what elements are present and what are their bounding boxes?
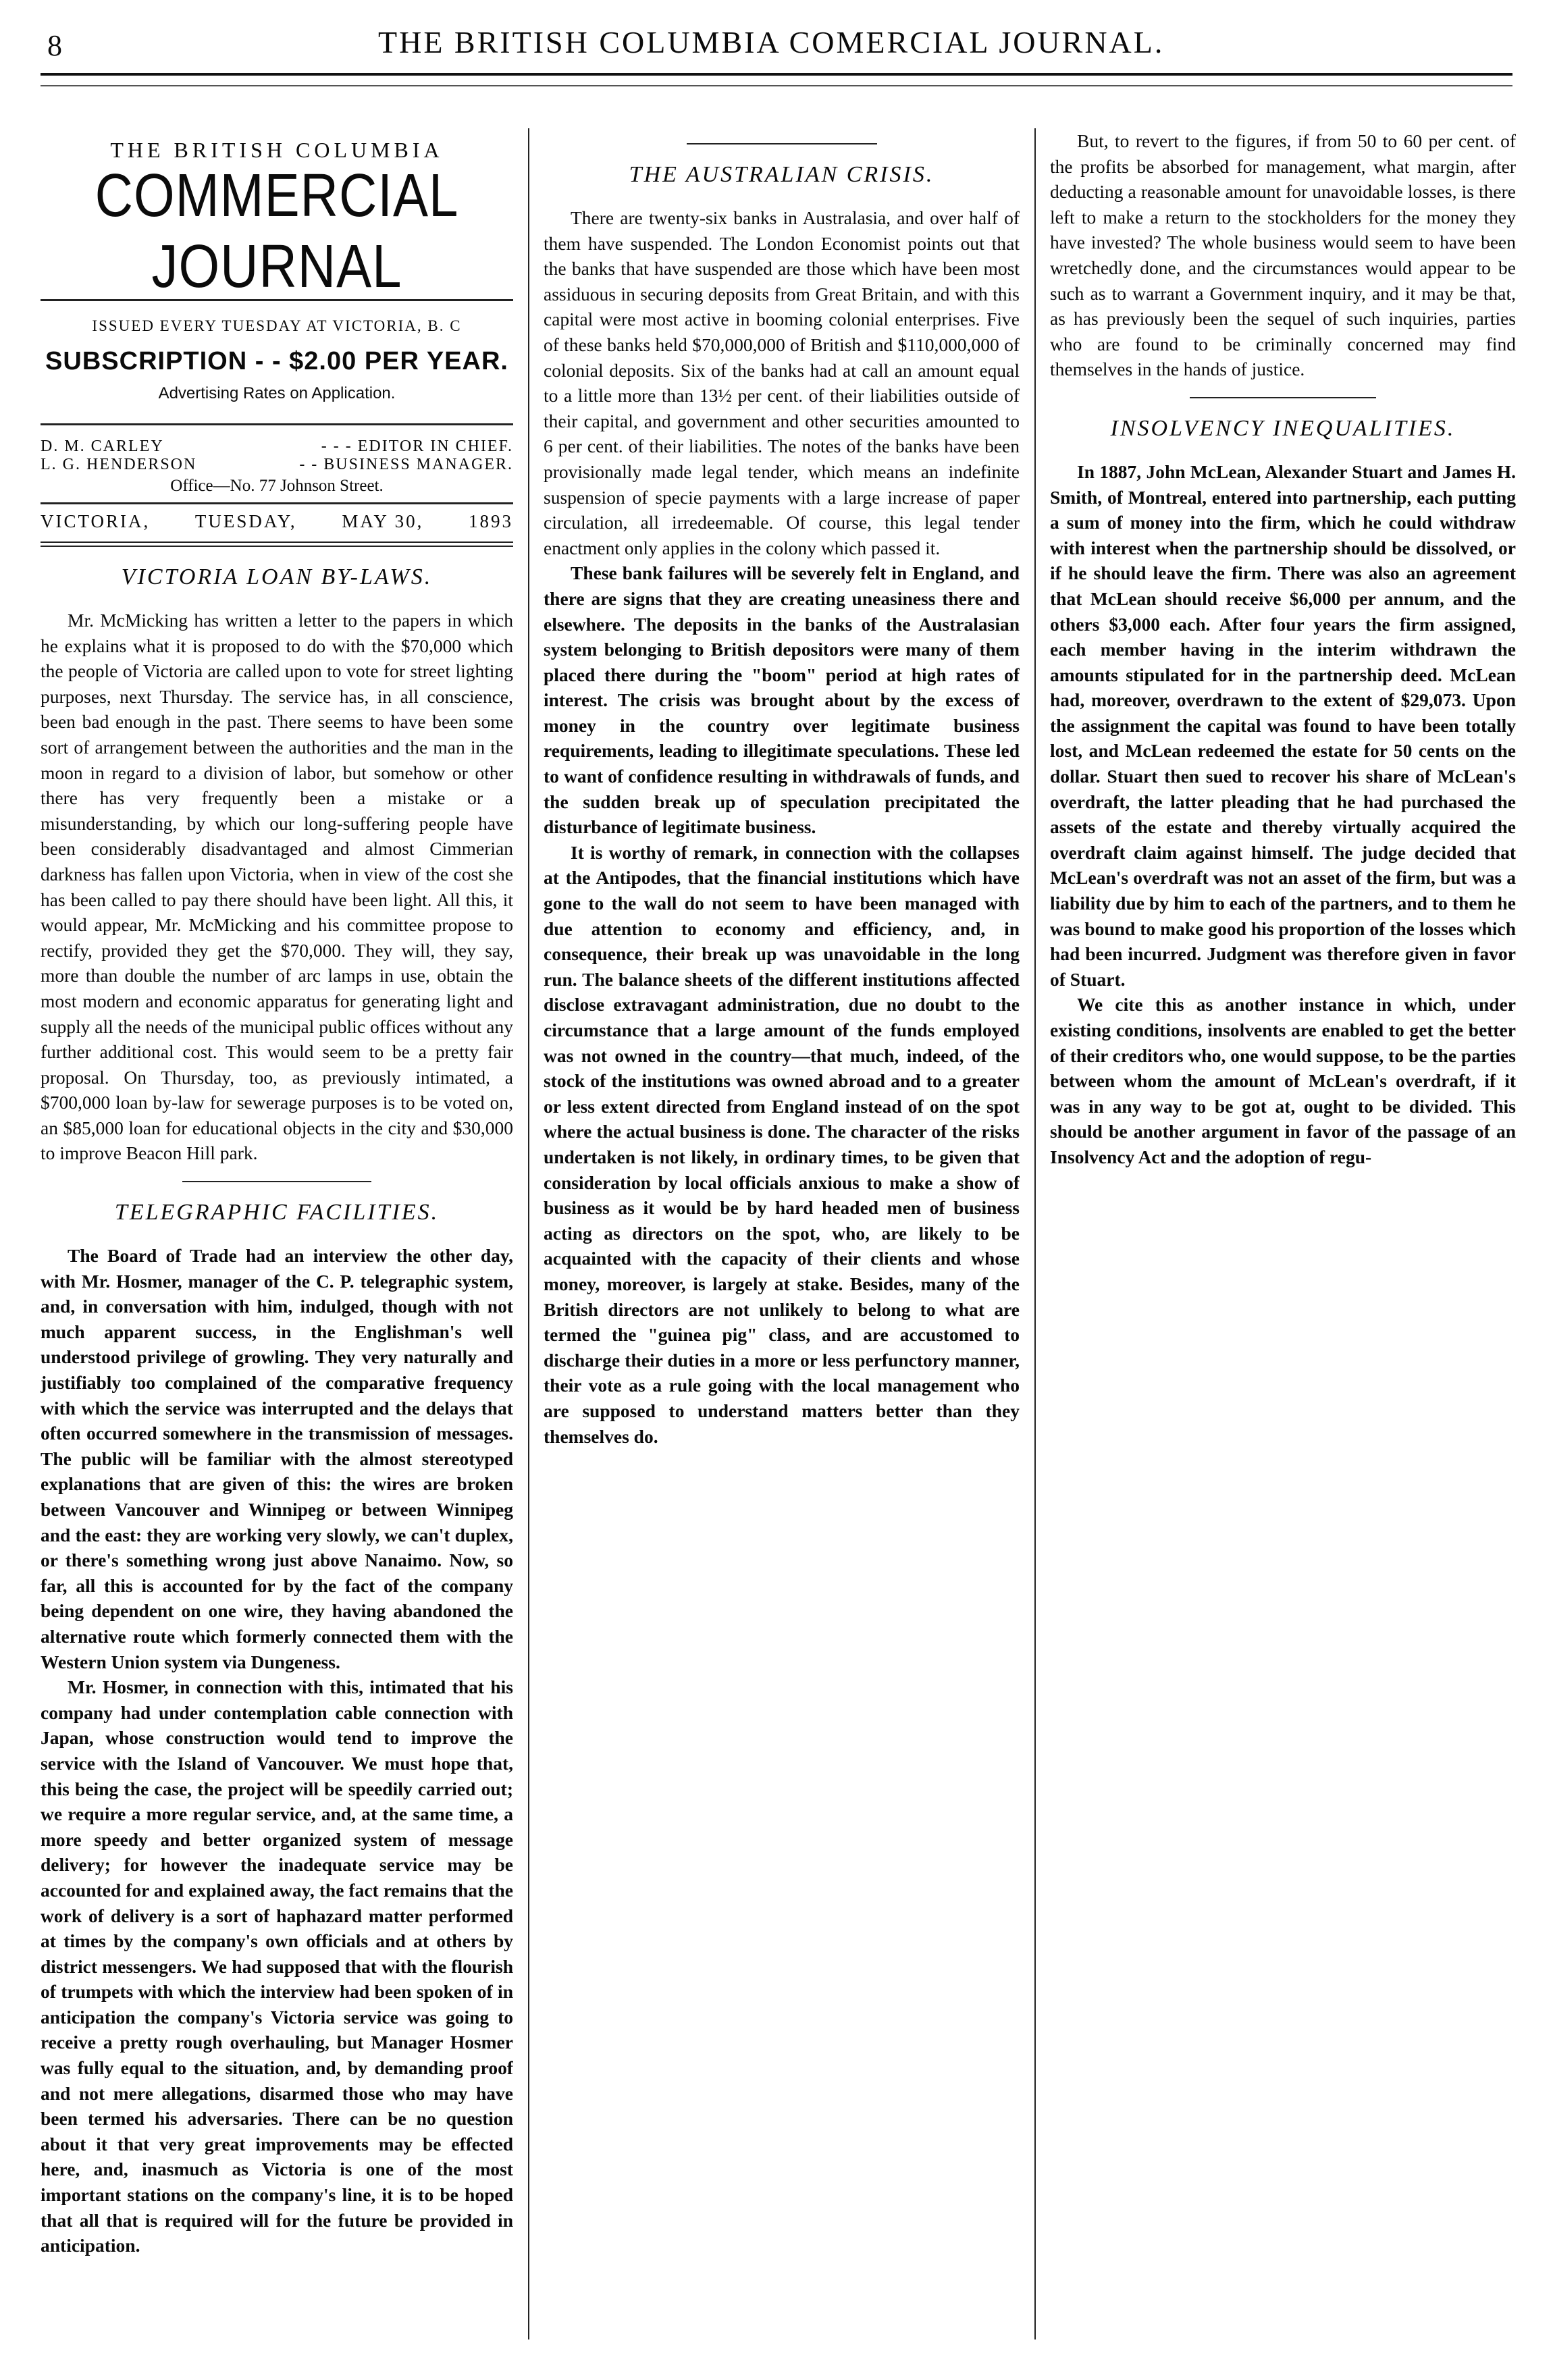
column-2 [544,128,1020,2353]
article-paragraph: There are twenty-six banks in Australasia, and over half of them have suspended. The London Economist points out that the banks that have suspended are those which have been most assiduous in securing deposits from Great Britain, and with this capital were most active in booming colonial enterprises. Five of these banks held $70,000,000 of British and $110,000,000 of colonial deposits. Six of the banks had at call an amount equal to a little more than 13½ per cent. of their liabilities outside of their capital, and government and other securities amounted to 6 per cent. of their liabilities. The notes of the banks have been provisionally made legal tender, which means an indefinite suspension of specie payments with a large increase of paper circulation, all irredeemable. Of course, this legal tender enactment only applies in the colony which passed it. [544,207,1020,558]
subscription-price: SUBSCRIPTION - - $2.00 PER YEAR. [45,347,508,375]
page-number: 8 [47,29,62,62]
editor-name: D. M. CARLEY [41,438,164,455]
article-paragraph: We cite this as another instance in which, under existing conditions, insolvents are enabled to get the better of their creditors who, one would suppose, to be the parties between whom the amount of McLean's overdraft, if it was in any way to be got at, ought to be divided. This should be another argument in favor of the passage of an Insolvency Act and the adoption of regu- [1050,994,1516,1167]
section-rule [182,1181,371,1182]
staff-editor [41,438,513,456]
section-rule [1190,397,1376,398]
office-address: Office—No. 77 Johnson Street. [170,477,384,495]
dateline-month: MAY 30, [342,511,424,531]
article-paragraph: These bank failures will be severely felt in England, and there are signs that they are creating uneasiness there and elsewhere. The deposits in the banks of the Australasian system belonging to British depositors were many of them placed there during the "boom" period at high rates of interest. The crisis was brought about by the excess of money in the country over legitimate business requirements, leading to illegitimate speculations. These led to want of confidence resulting in withdrawals of funds, and the sudden break up of speculation precipitated the disturbance of legitimate business. [544,562,1020,838]
column-rule-1 [528,128,529,2339]
article-insolvency [1050,416,1516,1170]
masthead-line1: THE BRITISH COLUMBIA [110,138,444,162]
article-heading: THE AUSTRALIAN CRISIS. [629,162,935,187]
header-rule-thin [41,85,1512,86]
masthead-issued: ISSUED EVERY TUESDAY AT VICTORIA, B. C [92,317,462,334]
staff-list [41,438,513,496]
article-paragraph: Mr. Hosmer, in connection with this, intimated that his company had under contemplation cable connection with Japan, whose construction would tend to improve the service with the Island of Vancouver. We must hope that, this being the case, the project will be speedily carried out; we require a more regular service, and, at the same time, a more speedy and better organized system of message delivery; for however the inadequate service may be accounted for and explained away, the fact remains that the work of delivery is a sort of haphazard matter performed at times by the company's own officials and at others by district messengers. We had supposed that with the flourish of trumpets with which the interview had been spoken of in anticipation the company's Victoria service was going to receive a pretty rough overhauling, but Manager Hosmer was fully equal to the situation, and, by demanding proof and not mere allegations, disarmed those who may have been termed his adversaries. There can be no question about it that very great improvements may be effected here, and, inasmuch as Victoria is one of the most important stations on the company's line, it is to be hoped that all that is required will for the future be provided in anticipation. [41,1676,513,2256]
dateline-day: TUESDAY, [194,511,297,531]
manager-name: L. G. HENDERSON [41,456,197,473]
article-heading: TELEGRAPHIC FACILITIES. [114,1200,440,1225]
section-rule [687,143,877,144]
article-victoria-loan [41,564,513,1166]
article-heading: INSOLVENCY INEQUALITIES. [1110,415,1456,441]
dateline-double-rule [41,541,513,547]
running-title: THE BRITISH COLUMBIA COMERCIAL JOURNAL. [378,25,1165,59]
column-1 [41,128,513,2353]
article-paragraph: The Board of Trade had an interview the other day, with Mr. Hosmer, manager of the C. P. telegraphic system, and, in conversation with him, indulged, though with not much apparent success, in the Englishman's well understood privilege of growling. They very naturally and justifiably too complained of the comparative frequency with which the service was interrupted and the delays that often occurred somewhere in the transmission of messages. The public will be familiar with the almost stereotyped explanations that are given of this: the wires are broken between Vancouver and Winnipeg or between Winnipeg and the east: they are working very slowly, we can't duplex, or there's something wrong just above Nanaimo. Now, so far, all this is accounted for by the fact of the company being dependent on one wire, they having abandoned the alternative route which formerly connected them with the Western Union system via Dungeness. [41,1245,513,1672]
article-telegraphic [41,1200,513,2258]
article-paragraph: In 1887, John McLean, Alexander Stuart and James H. Smith, of Montreal, entered into partnership, each putting a sum of money into the firm, which he could withdraw with interest when the partnership should be dissolved, or if he should leave the firm. There was also an agreement that McLean should receive $6,000 per annum, and the others $3,000 each. After four years the firm assigned, each member having in the interim withdrawn the amounts stipulated for in the partnership deed. McLean had, moreover, overdrawn to the extent of $29,073. Upon the assignment the capital was found to have been totally lost, and McLean redeemed the estate for 50 cents on the dollar. Stuart then sued to recover his share of McLean's overdraft, the latter pleading that he had purchased the assets of the estate and thereby virtually acquired the overdraft claim against himself. The judge decided that McLean's overdraft was not an asset of the firm, but was a liability due by him to each of the partners, and to them he was bound to make good his proportion of the losses which had been incurred. Judgment was therefore given in favor of Stuart. [1050,460,1516,990]
masthead-title: COMMERCIAL JOURNAL [95,161,459,300]
article-paragraph: It is worthy of remark, in connection with the collapses at the Antipodes, that the financial institutions which have gone to the wall do not seem to have been managed with due attention to economy and efficiency, and, in consequence, their break up was unavoidable in the long run. The balance sheets of the different institutions affected disclose extravagant administration, due no doubt to the circumstance that a large amount of the funds employed was not owned in the country—that much, indeed, of the stock of the institutions was owned abroad and to a greater or less extent directed from England instead of on the spot where the actual business is done. The character of the risks undertaken is not likely, in ordinary times, to be given that consideration by local officials anxious to make a show of business as it would be by hard headed men of business acting as directors on the spot, who, are likely to be acquainted with the capacity of their clients and whose money, moreover, is largely at stake. Besides, many of the British directors are not unlikely to belong to what are termed the "guinea pig" class, and are accustomed to discharge their duties in a more or less perfunctory manner, their vote as a rule going with the local management who are supposed to understand matters better than they themselves do. [544,841,1020,1447]
editor-title: - - - EDITOR IN CHIEF. [321,438,513,455]
manager-title: - - BUSINESS MANAGER. [299,456,513,473]
advertising-note: Advertising Rates on Application. [158,384,396,402]
column-rule-2 [1034,128,1036,2339]
article-australian [544,162,1020,1449]
article-paragraph: But, to revert to the figures, if from 50 to 60 per cent. of the profits be absorbed for management, what margin, after deducting a reasonable amount for unavoidable losses, is there left to make a return to the stockholders for the money they have invested? The whole business would seem to have been wretchedly done, and the circumstances would appear to be such as to warrant a Government inquiry, and it may be that, as has previously been the sequel of such inquiries, parties who are found to be criminally concerned may find themselves in the hands of justice. [1050,130,1516,380]
article-paragraph: Mr. McMicking has written a letter to the papers in which he explains what it is proposed to do with the $70,000 which the people of Victoria are called upon to vote for street lighting purposes, next Thursday. The service has, in all conscience, been bad enough in the past. There seems to have been some sort of arrangement between the authorities and the man in the moon in regard to a division of labor, but somehow or other there has very frequently been a mistake or a misunderstanding, by which our long-suffering people have been considerably disadvantaged and almost Cimmerian darkness has fallen upon Victoria, when in view of the cost she has been called to pay there should have been light. All this, it would appear, Mr. McMicking and his committee propose to rectify, provided they get the $70,000. They will, they say, more than double the number of arc lamps in use, obtain the most modern and economic apparatus for generating light and supply all the needs of the municipal public offices without any further additional cost. This would seem to be a pretty fair proposal. On Thursday, too, as previously intimated, a $700,000 loan by-law for sewerage purposes is to be voted on, an $85,000 loan for educational objects in the city and $30,000 to improve Beacon Hill park. [41,610,513,1164]
column-3 [1050,128,1516,2353]
staff-manager [41,456,513,474]
dateline-place: VICTORIA, [41,511,151,531]
masthead-rule-2 [41,423,513,425]
header-rule [41,73,1512,76]
masthead [41,138,513,547]
dateline [41,511,513,532]
masthead-rule-3 [41,502,513,504]
dateline-year: 1893 [468,511,513,531]
article-heading: VICTORIA LOAN BY-LAWS. [121,564,433,589]
